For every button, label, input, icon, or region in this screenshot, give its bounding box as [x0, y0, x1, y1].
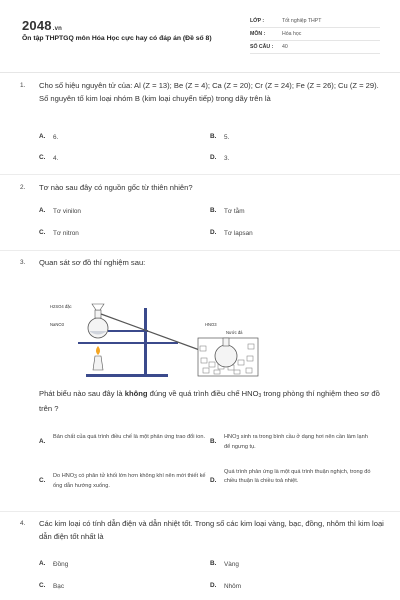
- meta-value: Hóa học: [282, 31, 302, 37]
- answer-option-a[interactable]: [39, 560, 68, 570]
- option-text: Quá trình phản ứng là một quá trình thuận nghịch, trong đó chiều thuận là chiều toả nhiệt.: [224, 469, 371, 484]
- answer-option-c[interactable]: [39, 582, 64, 592]
- flame-icon: [96, 346, 100, 355]
- stand-base: [86, 374, 168, 377]
- answer-option-d[interactable]: [210, 154, 229, 164]
- answer-option-b[interactable]: [210, 207, 245, 217]
- question-number: 4.: [20, 520, 26, 527]
- option-text: Tơ nitron: [53, 230, 79, 237]
- option-letter: C.: [39, 477, 46, 484]
- option-text: 5.: [224, 134, 230, 141]
- option-letter: D.: [210, 229, 217, 236]
- option-letter: B.: [210, 560, 217, 567]
- answer-option-c[interactable]: [39, 472, 209, 491]
- answer-option-d[interactable]: [210, 229, 253, 239]
- question-text: Các kim loại có tính dẫn điện và dẫn nhiệt tốt. Trong số các kim loại vàng, bạc, đồng, nhôm thì kim loại dẫn điện tốt nhất là: [39, 519, 384, 541]
- label-ice-water: Nước đá: [226, 330, 243, 335]
- stand-ring: [78, 342, 178, 344]
- answer-option-a[interactable]: [39, 207, 81, 217]
- page-header: [0, 0, 400, 72]
- stem-subscript: 3: [258, 393, 262, 399]
- answer-option-d[interactable]: [210, 468, 375, 486]
- option-text: [53, 472, 209, 491]
- brand-suffix: .vn: [52, 26, 63, 32]
- option-text: Tơ vinilon: [53, 208, 81, 215]
- option-text: [224, 433, 375, 452]
- meta-row-class: [250, 15, 380, 28]
- answer-option-b[interactable]: [210, 433, 375, 452]
- option-letter: C.: [39, 582, 46, 589]
- option-letter: C.: [39, 229, 46, 236]
- receiving-flask-neck: [223, 338, 229, 346]
- dropping-funnel: [92, 304, 104, 310]
- meta-value: 40: [282, 44, 288, 50]
- question-4: [20, 518, 384, 598]
- experiment-diagram: [48, 298, 298, 380]
- option-letter: B.: [210, 438, 217, 445]
- option-text: Bản chất của quá trình điều chế là một phản ứng trao đổi ion.: [53, 434, 206, 440]
- option-text: Đồng: [53, 561, 69, 568]
- answer-option-b[interactable]: [210, 560, 239, 570]
- question-number: 1.: [20, 82, 26, 89]
- option-text-part: Do HNO: [53, 473, 75, 479]
- answer-option-c[interactable]: [39, 229, 79, 239]
- meta-row-subject: [250, 28, 380, 41]
- stem-part: trong phòng thí nghiệm theo sơ đồ trên ?: [39, 389, 380, 413]
- option-text: Vàng: [224, 561, 239, 568]
- stand-clamp: [108, 330, 148, 332]
- meta-value: Tốt nghiệp THPT: [282, 18, 322, 24]
- option-subscript: 3: [74, 474, 77, 480]
- question-1: [20, 80, 380, 172]
- stem-part: đúng về quá trình điều chế HNO: [147, 389, 259, 398]
- label-h2so4: H2SO4 đặc: [50, 304, 72, 309]
- question-divider: [0, 174, 400, 175]
- option-text-part: HNO: [224, 434, 237, 440]
- option-text: 4.: [53, 155, 59, 162]
- meta-row-count: [250, 41, 380, 54]
- receiving-flask: [215, 345, 237, 367]
- option-letter: D.: [210, 582, 217, 589]
- label-hno3: HNO3: [205, 322, 217, 327]
- question-text: Cho số hiệu nguyên tử của: Al (Z = 13); Be (Z = 4); Ca (Z = 20); Cr (Z = 24); Fe (Z = 26); Cu (Z = 29). Số nguyên tố kim loại nhóm B (kim loại chuyển tiếp) trong dãy trên là: [39, 81, 379, 103]
- option-letter: D.: [210, 154, 217, 161]
- question-3-intro: [20, 257, 380, 277]
- option-text: 3.: [224, 155, 230, 162]
- stem-emphasis: không: [124, 389, 148, 398]
- question-stem: [39, 388, 389, 415]
- question-divider: [0, 250, 400, 251]
- answer-option-a[interactable]: [39, 133, 58, 143]
- alcohol-lamp: [93, 356, 103, 370]
- option-text-part: sinh ra trong bình cầu ở dạng hơi nên cần làm lạnh để ngưng tụ.: [224, 434, 368, 450]
- option-subscript: 3: [236, 435, 240, 441]
- question-divider: [0, 511, 400, 512]
- question-2: [20, 182, 380, 248]
- brand-name: 2048: [22, 18, 52, 33]
- label-nano3: NaNO3: [50, 322, 64, 327]
- option-letter: B.: [210, 133, 217, 140]
- question-number: 3.: [20, 259, 26, 266]
- option-text-part: có phân tử khối lớn hơn không khí nên mới thiết kế ống dẫn hướng xuống.: [53, 473, 206, 489]
- meta-label: LỚP :: [250, 18, 265, 24]
- option-letter: B.: [210, 207, 217, 214]
- option-letter: A.: [39, 560, 46, 567]
- option-text: 6.: [53, 134, 59, 141]
- page-title: Ôn tập THPTGQ môn Hóa Học cực hay có đáp án (Đề số 8): [22, 35, 212, 42]
- option-text: Tơ tằm: [224, 208, 245, 215]
- question-text: Tơ nào sau đây có nguồn gốc từ thiên nhiên?: [39, 183, 193, 192]
- option-letter: A.: [39, 438, 46, 445]
- answer-option-a[interactable]: [39, 433, 209, 445]
- option-text: Bạc: [53, 583, 65, 590]
- flask-neck: [95, 310, 101, 318]
- meta-label: MÔN :: [250, 31, 266, 37]
- option-text: Nhôm: [224, 583, 242, 590]
- round-bottom-flask: [88, 318, 108, 338]
- answer-option-b[interactable]: [210, 133, 229, 143]
- answer-option-c[interactable]: [39, 154, 58, 164]
- option-text: Tơ lapsan: [224, 230, 253, 237]
- question-number: 2.: [20, 184, 26, 191]
- option-letter: D.: [210, 477, 217, 484]
- meta-label: SỐ CÂU :: [250, 44, 274, 50]
- exam-meta: [250, 15, 380, 54]
- option-letter: C.: [39, 154, 46, 161]
- answer-option-d[interactable]: [210, 582, 241, 592]
- site-logo[interactable]: [22, 18, 62, 33]
- option-letter: A.: [39, 133, 46, 140]
- question-3: [20, 388, 380, 508]
- header-divider: [0, 72, 400, 73]
- stem-part: Phát biểu nào sau đây là: [39, 389, 125, 398]
- question-text: Quan sát sơ đồ thí nghiệm sau:: [39, 258, 146, 267]
- option-letter: A.: [39, 207, 46, 214]
